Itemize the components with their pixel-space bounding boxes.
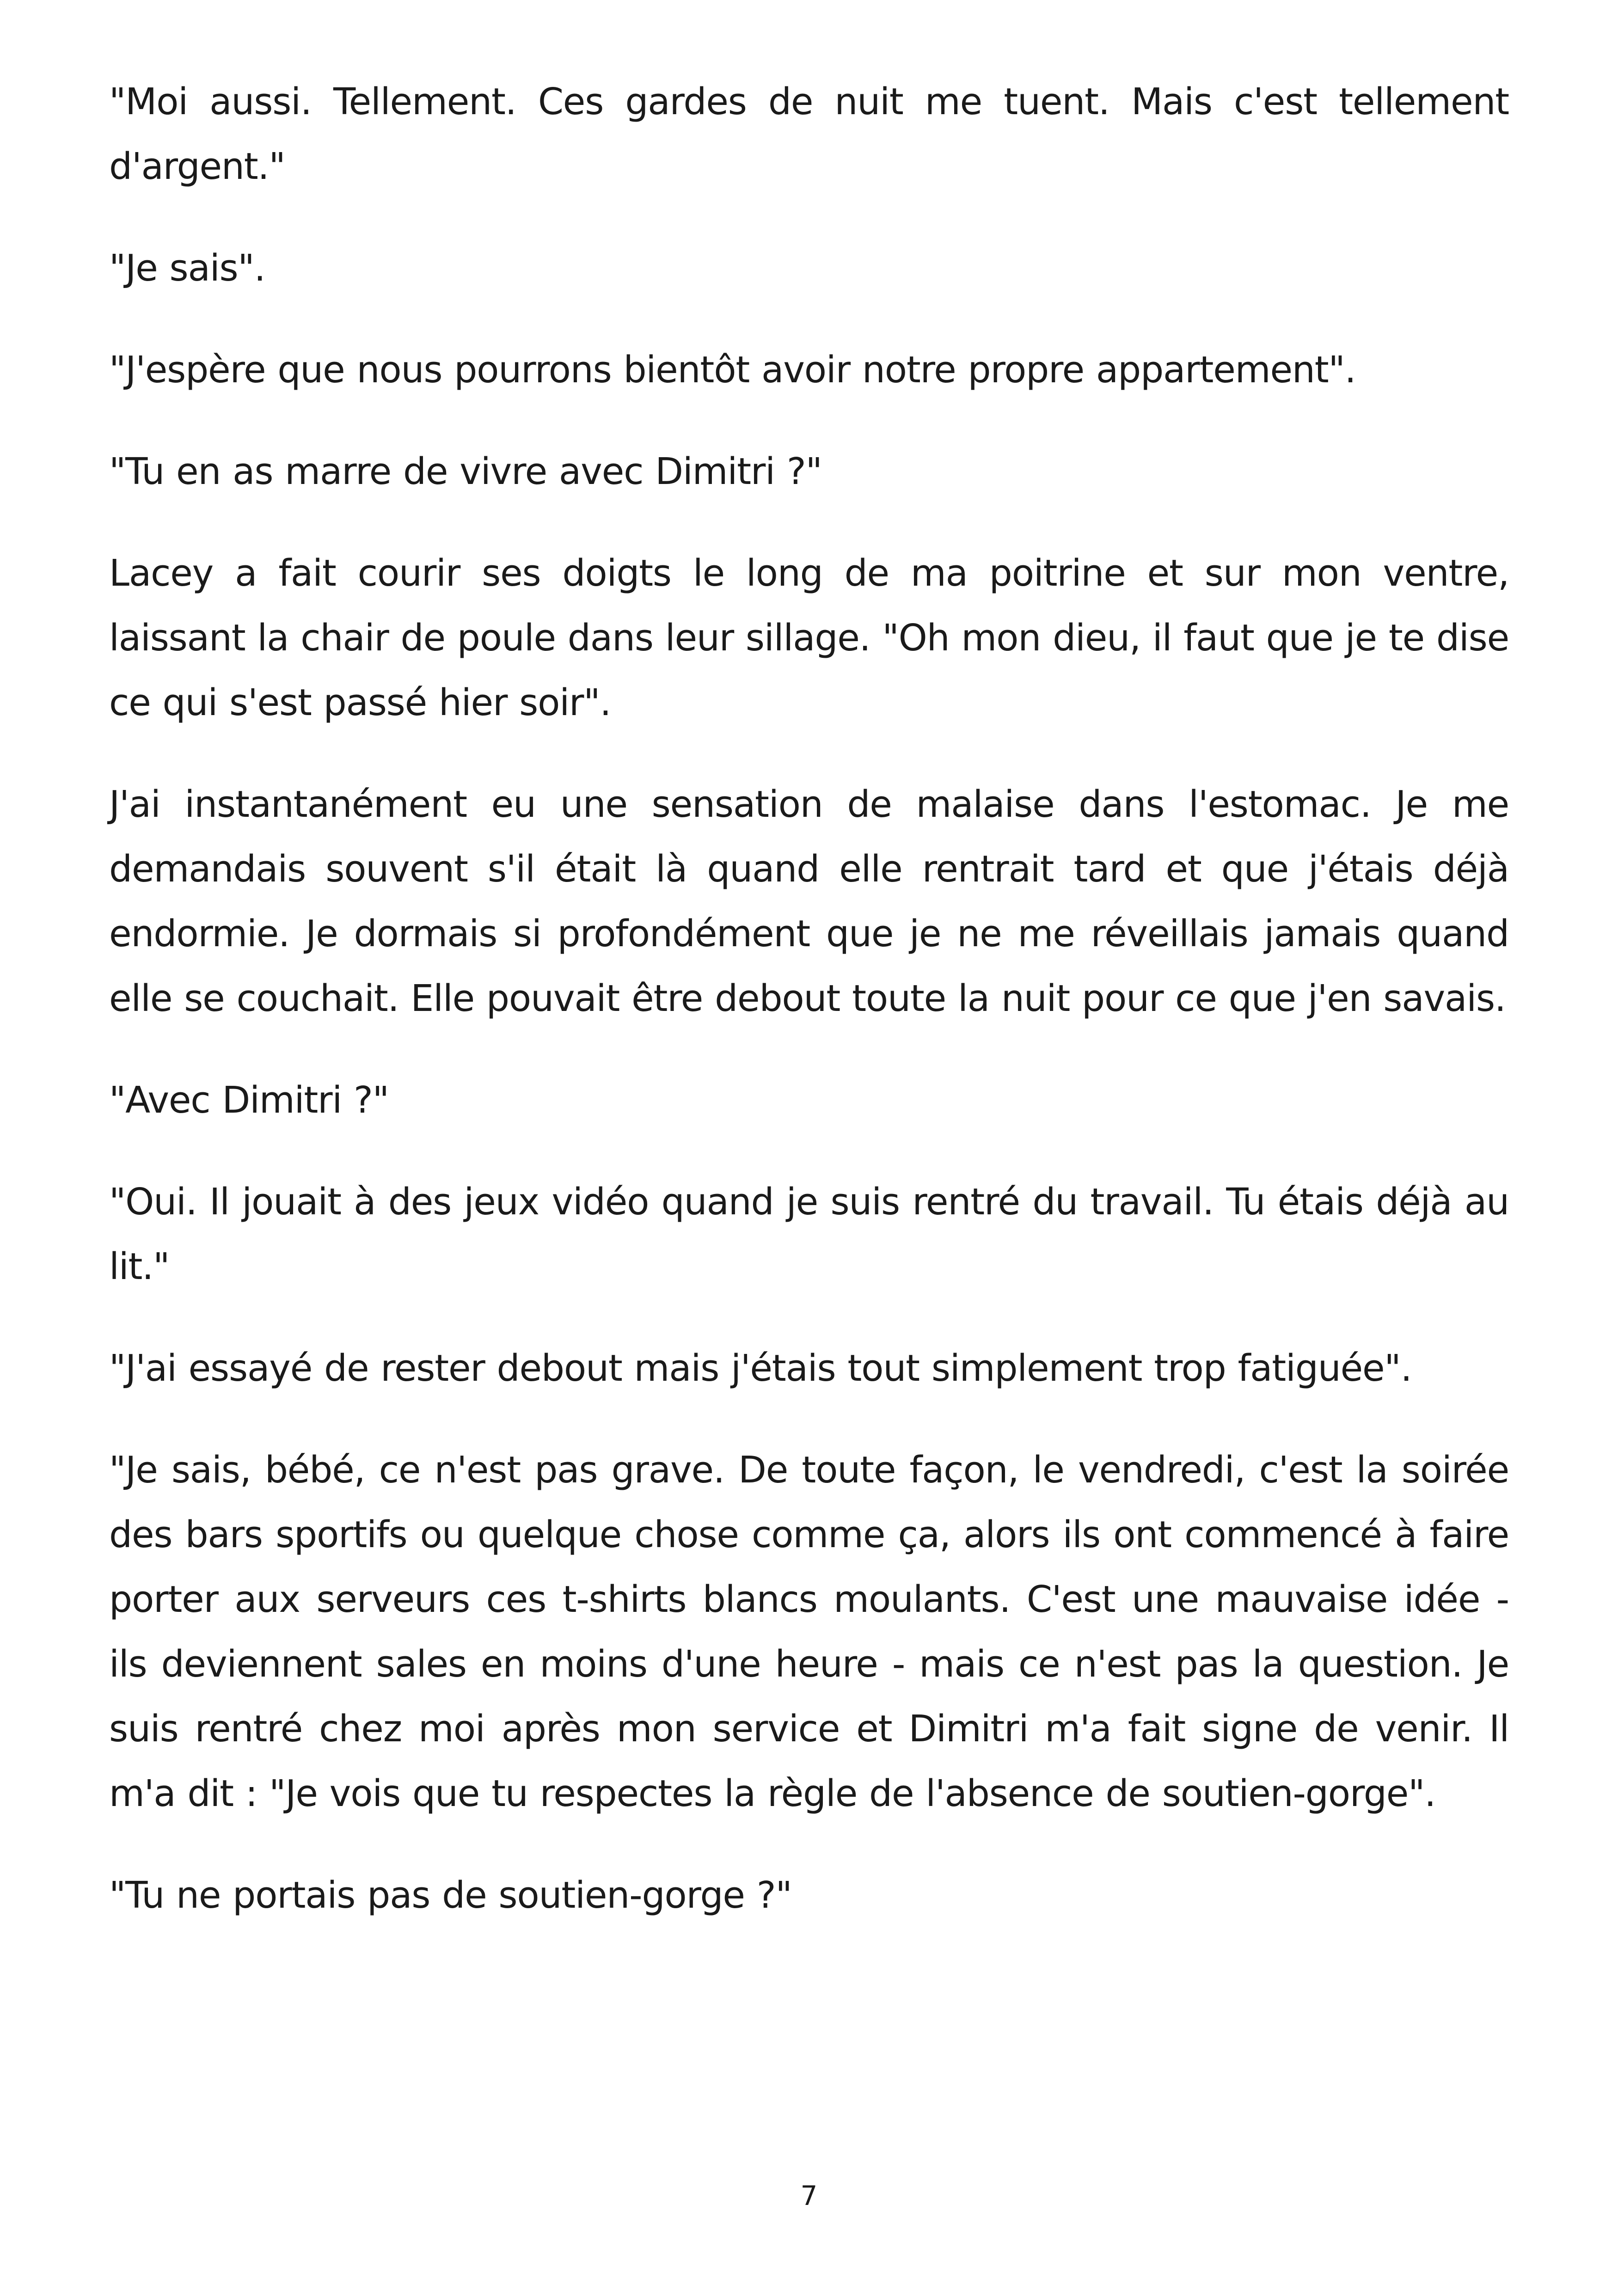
paragraph: "J'ai essayé de rester debout mais j'étais tout simplement trop fatiguée". [109,1347,1412,1390]
page-number: 7 [800,2180,818,2211]
paragraph: "Moi aussi. Tellement. Ces gardes de nuit me tuent. Mais c'est tellement d'argent." [109,80,1509,188]
paragraph: "Je sais". [109,247,265,289]
paragraph: "J'espère que nous pourrons bientôt avoir notre propre appartement". [109,349,1356,391]
paragraph: J'ai instantanément eu une sensation de malaise dans l'estomac. Je me demandais souvent s'il était là quand elle rentrait tard et que j'étais déjà endormie. Je dormais si profondément que je ne me réveillais jamais quand elle se couchait. Elle pouvait être debout toute la nuit pour ce que j'en savais. [109,783,1509,1020]
paragraph: "Tu en as marre de vivre avec Dimitri ?" [109,450,822,493]
page-body [109,69,1509,1928]
paragraph: "Tu ne portais pas de soutien-gorge ?" [109,1874,792,1916]
paragraph: "Je sais, bébé, ce n'est pas grave. De toute façon, le vendredi, c'est la soirée des bars sportifs ou quelque chose comme ça, alors ils ont commencé à faire porter aux serveurs ces t-shirts blancs moulants. C'est une mauvaise idée - ils deviennent sales en moins d'une heure - mais ce n'est pas la question. Je suis rentré chez moi après mon service et Dimitri m'a fait signe de venir. Il m'a dit : "Je vois que tu respectes la règle de l'absence de soutien-gorge". [109,1449,1509,1815]
paragraph: Lacey a fait courir ses doigts le long de ma poitrine et sur mon ventre, laissant la chair de poule dans leur sillage. "Oh mon dieu, il faut que je te dise ce qui s'est passé hier soir". [109,552,1509,724]
paragraph: "Avec Dimitri ?" [109,1079,389,1121]
paragraph: "Oui. Il jouait à des jeux vidéo quand je suis rentré du travail. Tu étais déjà au lit." [109,1181,1509,1288]
